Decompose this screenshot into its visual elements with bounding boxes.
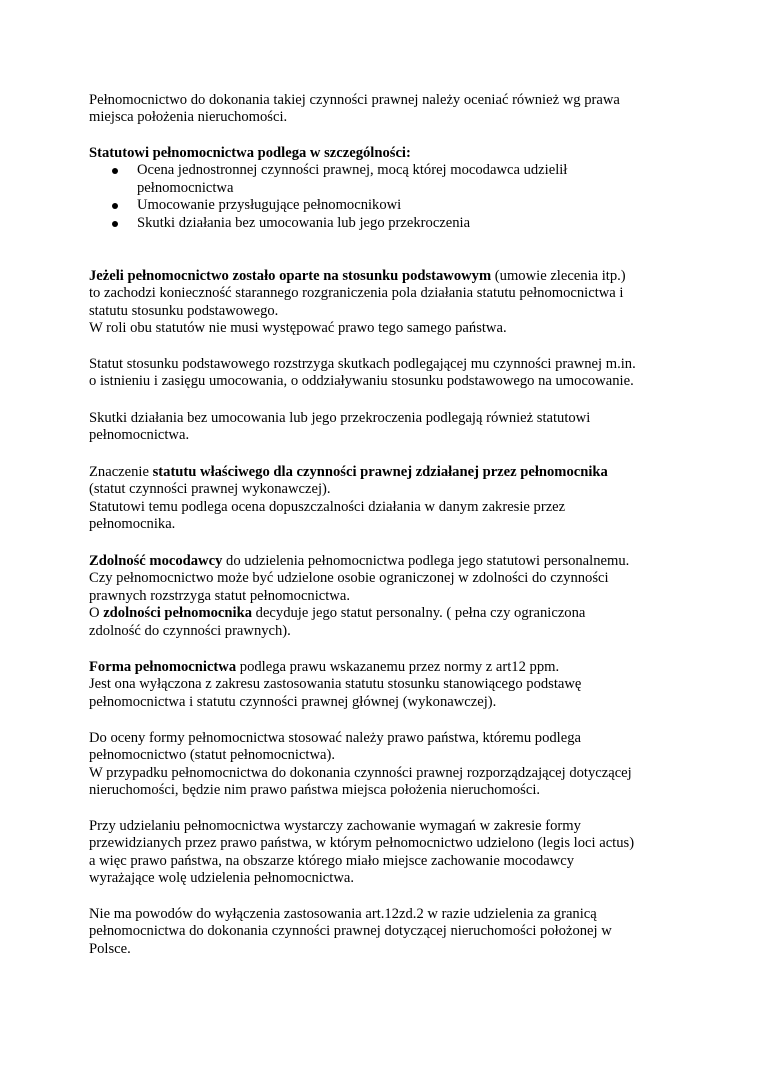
text-line: Statut stosunku podstawowego rozstrzyga skutkach podlegającej mu czynności prawnej m.in. — [89, 356, 636, 372]
text-line: miejsca położenia nieruchomości. — [89, 109, 288, 126]
paragraph-proper-statute — [89, 464, 689, 534]
list-item-line: Ocena jednostronnej czynności prawnej, mocą której mocodawca udzielił — [137, 162, 568, 179]
text-line: pełnomocnictwa i statutu czynności prawnej głównej (wykonawczej). — [89, 693, 497, 710]
text-line: pełnomocnictwa do dokonania czynności prawnej dotyczącej nieruchomości położonej w — [89, 923, 612, 940]
text-line: Nie ma powodów do wyłączenia zastosowania art.12zd.2 w razie udzielenia za granicą — [89, 906, 597, 922]
paragraph-effects — [89, 410, 689, 445]
text-line: pełnomocnictwa. — [89, 427, 190, 444]
paragraph-intro — [89, 92, 689, 127]
text-line: Statutowi temu podlega ocena dopuszczalności działania w danym zakresie przez — [89, 498, 566, 515]
text-line: Znaczenie statutu właściwego dla czynności prawnej zdziałanej przez pełnomocnika — [89, 464, 608, 480]
text-line: to zachodzi konieczność starannego rozgraniczenia pola działania statutu pełnomocnictwa i — [89, 285, 624, 302]
paragraph-capacity — [89, 553, 689, 640]
bullet-icon — [112, 168, 118, 174]
text-line: Jeżeli pełnomocnictwo zostało oparte na stosunku podstawowym (umowie zlecenia itp.) — [89, 268, 626, 284]
paragraph-statute-scope — [89, 145, 689, 232]
list-item-line: Skutki działania bez umocowania lub jego przekroczenia — [137, 214, 471, 231]
text-line: Przy udzielaniu pełnomocnictwa wystarczy zachowanie wymagań w zakresie formy — [89, 818, 581, 834]
text-line: (statut czynności prawnej wykonawczej). — [89, 481, 331, 498]
text-line: Polsce. — [89, 940, 131, 957]
list-item — [89, 215, 689, 232]
paragraph-exclusion — [89, 906, 689, 958]
text-line: statutu stosunku podstawowego. — [89, 302, 279, 319]
paragraph-form-assessment — [89, 730, 689, 800]
paragraph-basic-relation — [89, 268, 689, 338]
list-item — [89, 162, 689, 197]
paragraph-basic-statute — [89, 356, 689, 391]
text-line: Skutki działania bez umocowania lub jego przekroczenia podlegają również statutowi — [89, 410, 591, 426]
list-item-line: Umocowanie przysługujące pełnomocnikowi — [137, 197, 402, 214]
text-line: W przypadku pełnomocnictwa do dokonania czynności prawnej rozporządzającej dotyczącej — [89, 764, 632, 781]
text-line: Do oceny formy pełnomocnictwa stosować należy prawo państwa, któremu podlega — [89, 730, 581, 746]
bullet-icon — [112, 221, 118, 227]
text-line: nieruchomości, będzie nim prawo państwa miejsca położenia nieruchomości. — [89, 782, 541, 799]
text-line: Forma pełnomocnictwa podlega prawu wskazanemu przez normy z art12 ppm. — [89, 659, 560, 675]
text-line: pełnomocnictwo (statut pełnomocnictwa). — [89, 747, 335, 764]
text-line: o istnieniu i zasięgu umocowania, o oddziaływaniu stosunku podstawowego na umocowanie. — [89, 373, 634, 390]
paragraph-form — [89, 659, 689, 711]
section-heading: Statutowi pełnomocnictwa podlega w szczególności: — [89, 145, 411, 161]
list-item — [89, 197, 689, 214]
text-line: Czy pełnomocnictwo może być udzielone osobie ograniczonej w zdolności do czynności — [89, 570, 609, 587]
text-line: wyrażające wolę udzielenia pełnomocnictwa. — [89, 870, 354, 887]
text-line: Pełnomocnictwo do dokonania takiej czynności prawnej należy oceniać również wg prawa — [89, 92, 620, 108]
text-line: Jest ona wyłączona z zakresu zastosowania statutu stosunku stanowiącego podstawę — [89, 676, 582, 693]
list-item-line: pełnomocnictwa — [137, 179, 234, 196]
text-line: Zdolność mocodawcy do udzielenia pełnomocnictwa podlega jego statutowi personalnemu. — [89, 553, 630, 569]
paragraph-granting — [89, 818, 689, 888]
text-line: a więc prawo państwa, na obszarze którego miało miejsce zachowanie mocodawcy — [89, 852, 575, 869]
bullet-list — [89, 162, 689, 232]
text-line: pełnomocnika. — [89, 516, 176, 533]
text-line: W roli obu statutów nie musi występować prawo tego samego państwa. — [89, 320, 507, 337]
bullet-icon — [112, 203, 118, 209]
text-line: przewidzianych przez prawo państwa, w którym pełnomocnictwo udzielono (legis loci actus) — [89, 835, 635, 852]
text-line: O zdolności pełnomocnika decyduje jego statut personalny. ( pełna czy ograniczona — [89, 605, 586, 622]
text-line: prawnych rozstrzyga statut pełnomocnictwa. — [89, 587, 350, 604]
text-line: zdolność do czynności prawnych). — [89, 622, 291, 639]
